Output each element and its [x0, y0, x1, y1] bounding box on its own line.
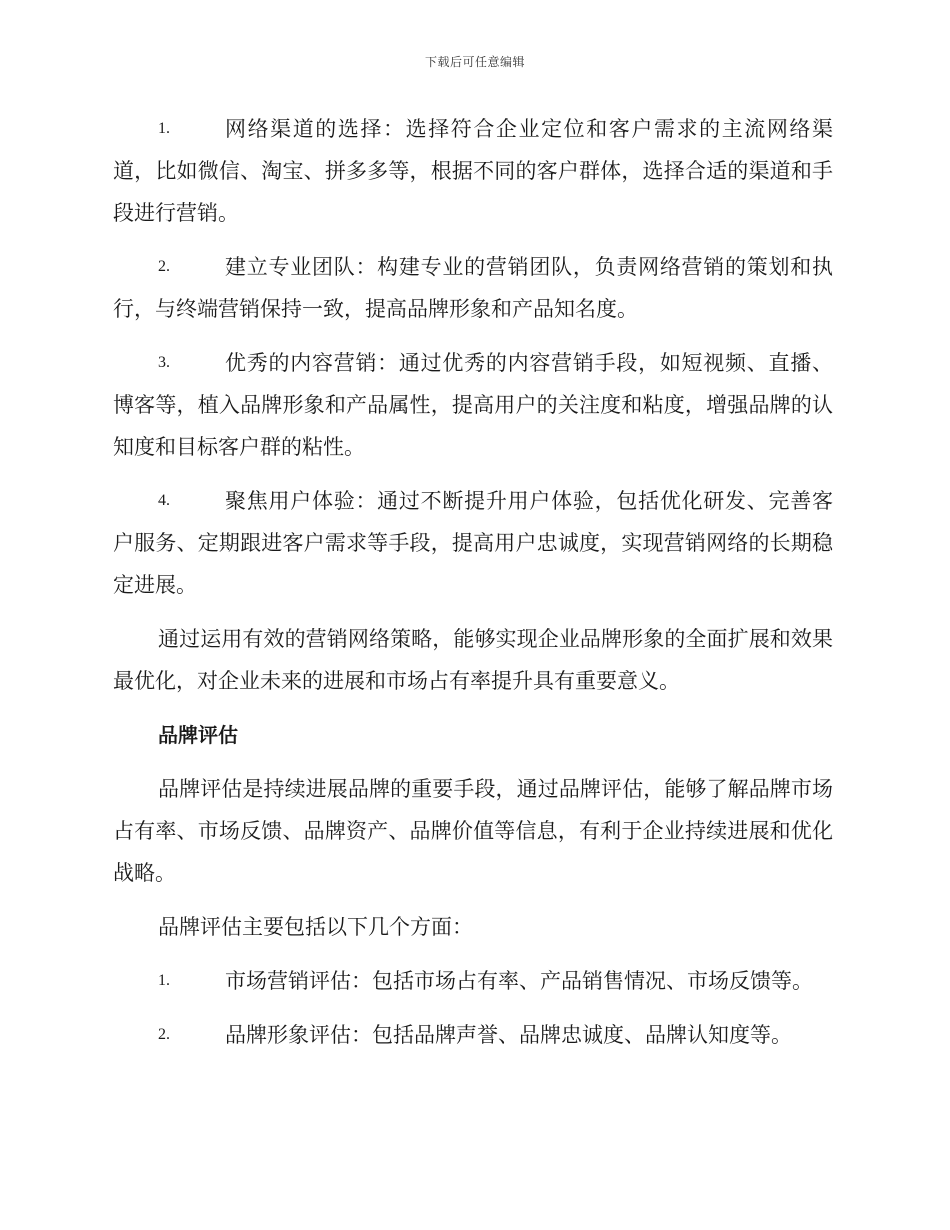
list-item — [113, 960, 833, 1002]
list-item — [113, 480, 833, 606]
list-item — [113, 1014, 833, 1056]
list-item-text: 网络渠道的选择：选择符合企业定位和客户需求的主流网络渠道，比如微信、淘宝、拼多多等，根据不同的客户群体，选择合适的渠道和手段进行营销。 — [113, 117, 833, 225]
list-number: 3. — [158, 354, 170, 371]
list-number: 2. — [158, 258, 170, 275]
section-heading: 品牌评估 — [158, 723, 238, 747]
list-item-text: 聚焦用户体验：通过不断提升用户体验，包括优化研发、完善客户服务、定期跟进客户需求等手段，提高用户忠诚度，实现营销网络的长期稳定进展。 — [113, 489, 833, 597]
list-item-text: 优秀的内容营销：通过优秀的内容营销手段，如短视频、直播、博客等，植入品牌形象和产品属性，提高用户的关注度和粘度，增强品牌的认知度和目标客户群的粘性。 — [113, 351, 833, 459]
section-paragraph: 品牌评估是持续进展品牌的重要手段，通过品牌评估，能够了解品牌市场占有率、市场反馈、品牌资产、品牌价值等信息，有利于企业持续进展和优化战略。 — [113, 777, 833, 885]
section-intro-paragraph: 品牌评估主要包括以下几个方面： — [158, 915, 473, 939]
document-body — [113, 108, 833, 1068]
list-item — [113, 342, 833, 468]
summary-paragraph: 通过运用有效的营销网络策略，能够实现企业品牌形象的全面扩展和效果最优化，对企业未来的进展和市场占有率提升具有重要意义。 — [113, 627, 833, 693]
list-number: 2. — [158, 1026, 170, 1043]
list-item — [113, 246, 833, 330]
list-number: 1. — [158, 972, 170, 989]
page-header: 下载后可任意编辑 — [424, 55, 525, 69]
list-item-text: 品牌形象评估：包括品牌声誉、品牌忠诚度、品牌认知度等。 — [225, 1023, 792, 1047]
list-number: 4. — [158, 492, 170, 509]
list-item — [113, 108, 833, 234]
list-number: 1. — [158, 120, 170, 137]
list-item-text: 建立专业团队：构建专业的营销团队，负责网络营销的策划和执行，与终端营销保持一致，提高品牌形象和产品知名度。 — [113, 255, 833, 321]
list-item-text: 市场营销评估：包括市场占有率、产品销售情况、市场反馈等。 — [225, 969, 813, 993]
